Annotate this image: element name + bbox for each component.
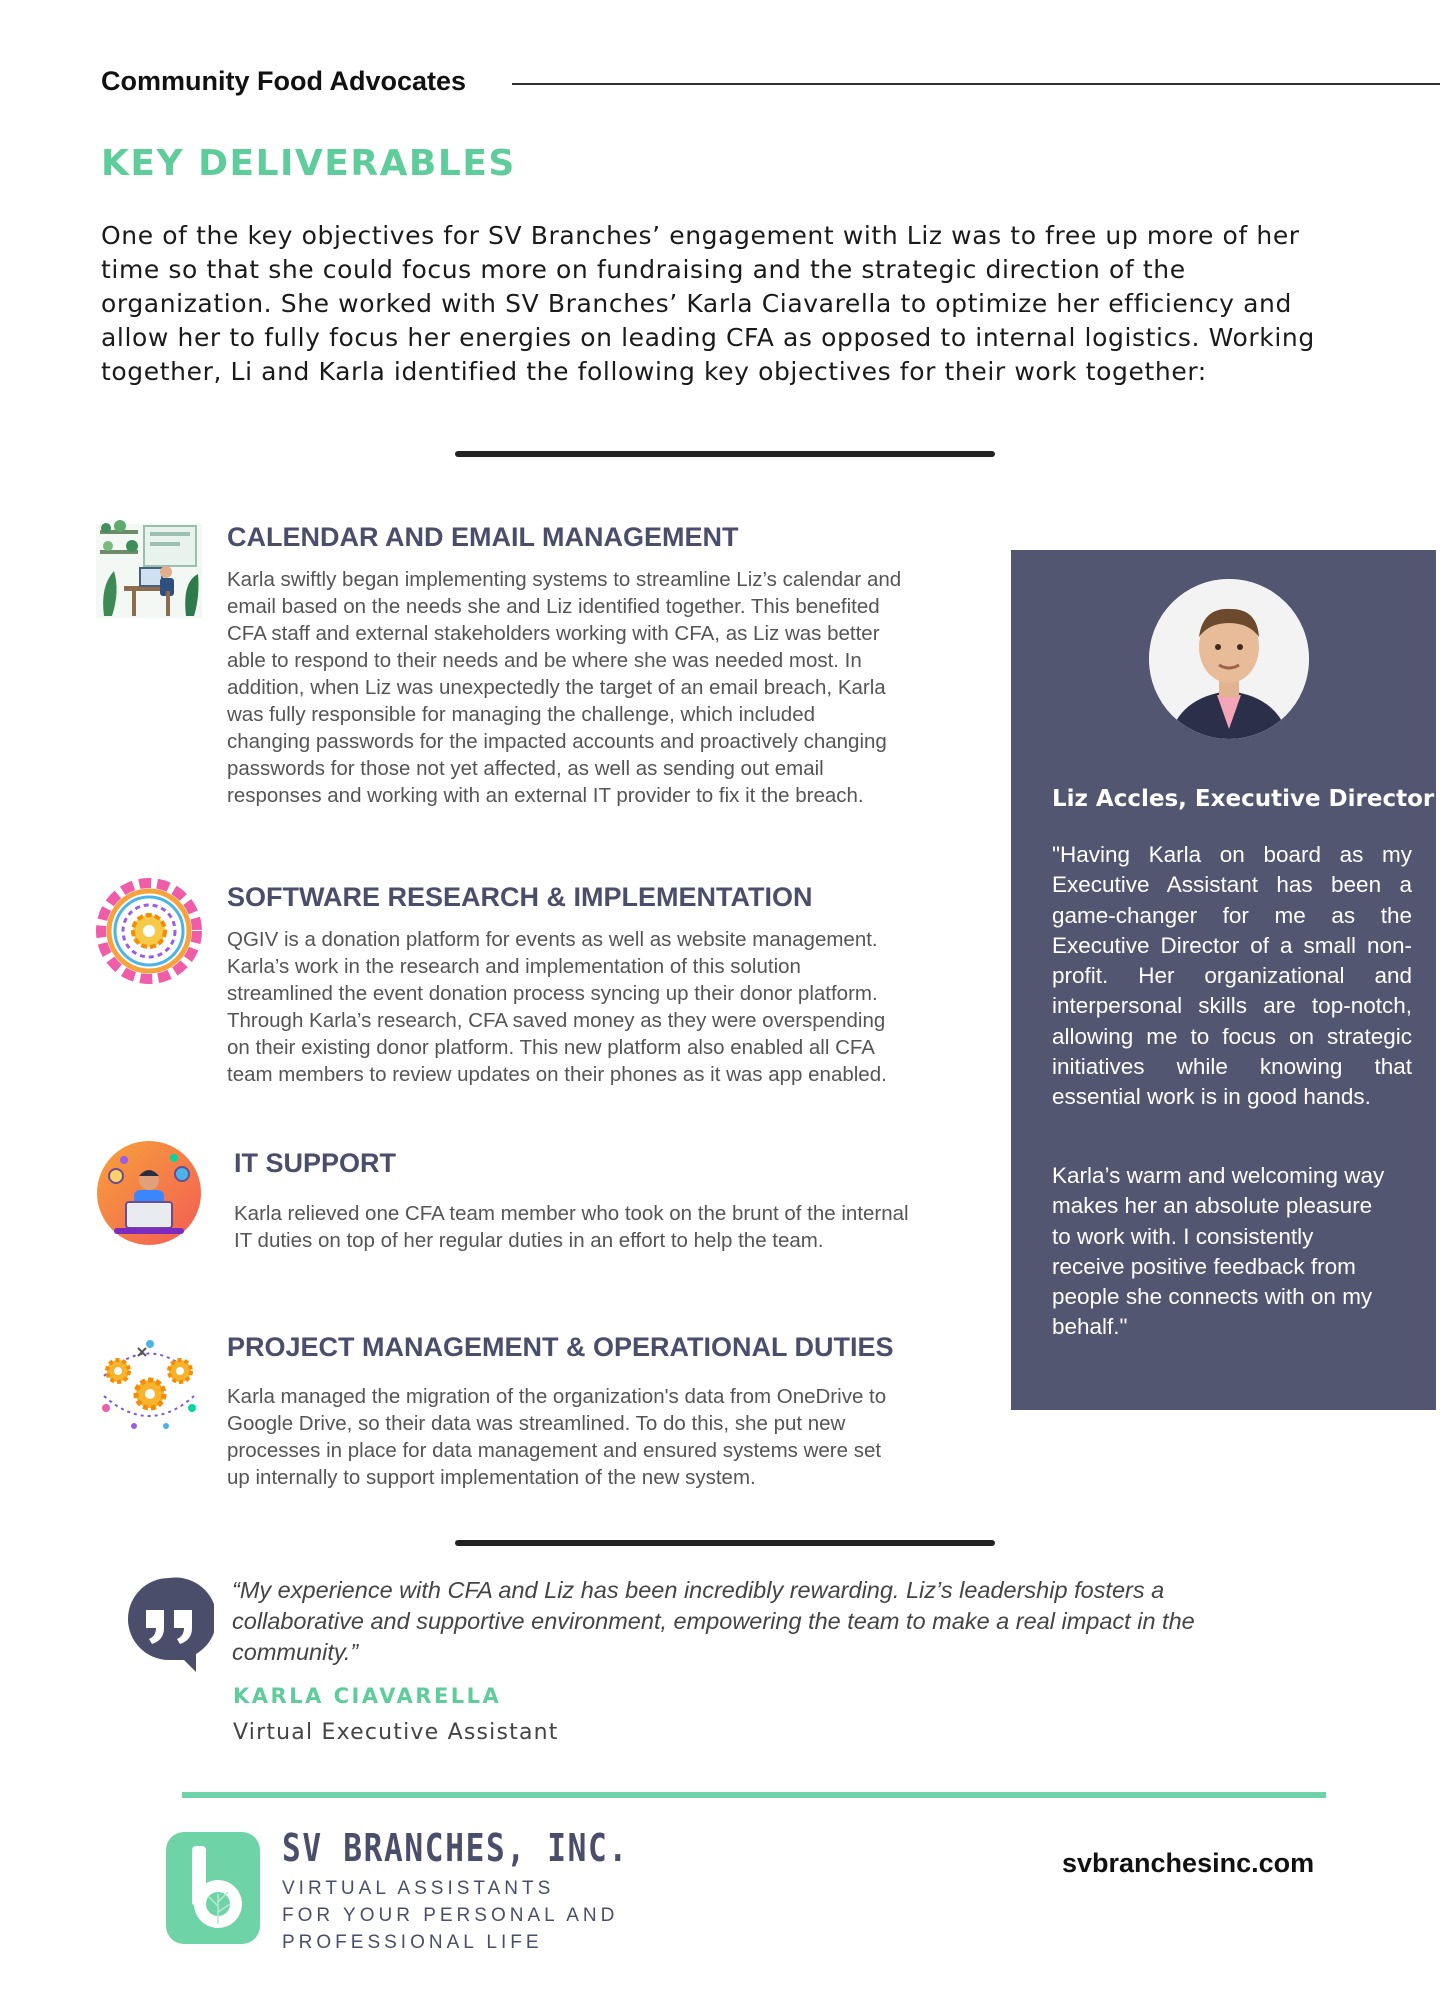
- body-line: responses and working with an external IT provider to fix it the breach.: [227, 784, 864, 807]
- body-line: IT duties on top of her regular duties in an effort to help the team.: [234, 1229, 824, 1252]
- item-title-software: SOFTWARE RESEARCH & IMPLEMENTATION: [227, 882, 813, 912]
- colorful-gear-icon: [94, 876, 204, 986]
- sv-branches-logo-icon: [166, 1832, 260, 1944]
- body-line: QGIV is a donation platform for events as well as website management.: [227, 928, 878, 951]
- testimonial-role: Virtual Executive Assistant: [233, 1720, 559, 1745]
- item-title-project-management: PROJECT MANAGEMENT & OPERATIONAL DUTIES: [227, 1332, 894, 1362]
- quote-line: makes her an absolute pleasure: [1052, 1193, 1373, 1219]
- quote-bubble-icon: [124, 1574, 214, 1674]
- body-line: able to respond to their needs and be where she was needed most. In: [227, 649, 862, 672]
- body-line: processes in place for data management and ensured systems were set: [227, 1439, 882, 1462]
- body-line: team members to review updates on their phones as it was app enabled.: [227, 1063, 887, 1086]
- tagline-line: FOR YOUR PERSONAL AND: [282, 1905, 619, 1926]
- intro-line: time so that she could focus more on fundraising and the strategic direction of the: [101, 255, 1186, 284]
- tagline-line: VIRTUAL ASSISTANTS: [282, 1878, 555, 1899]
- item-body-project-management: [227, 1383, 987, 1491]
- intro-paragraph: [101, 219, 1351, 389]
- body-line: changing passwords for the impacted accounts and proactively changing: [227, 730, 887, 753]
- testimonial-quote: [232, 1575, 1312, 1668]
- gears-network-icon: [94, 1326, 204, 1436]
- item-title-it-support: IT SUPPORT: [234, 1148, 397, 1178]
- item-body-calendar-email: [227, 566, 987, 809]
- header-divider: [512, 83, 1440, 85]
- body-line: up internally to support implementation of the new system.: [227, 1466, 756, 1489]
- body-line: Through Karla’s research, CFA saved money as they were overspending: [227, 1009, 886, 1032]
- intro-line: organization. She worked with SV Branches’ Karla Ciavarella to optimize her efficiency and: [101, 289, 1292, 318]
- header-title: Community Food Advocates: [101, 66, 467, 96]
- testimonial-line: collaborative and supportive environment, empowering the team to make a real impact in the: [232, 1608, 1195, 1634]
- body-line: Karla swiftly began implementing systems to streamline Liz’s calendar and: [227, 568, 902, 591]
- body-line: CFA staff and external stakeholders working with CFA, as Liz was better: [227, 622, 880, 645]
- intro-line: One of the key objectives for SV Branches’ engagement with Liz was to free up more of her: [101, 221, 1300, 250]
- footer-divider: [182, 1792, 1326, 1798]
- it-support-person-icon: [94, 1138, 204, 1248]
- website-link[interactable]: svbranchesinc.com: [1062, 1848, 1315, 1878]
- office-plants-illustration-icon: [94, 516, 204, 626]
- brush-divider-top: [455, 451, 995, 457]
- intro-line: allow her to fully focus her energies on leading CFA as opposed to internal logistics. Working: [101, 323, 1315, 352]
- body-line: streamlined the event donation process syncing up their donor platform.: [227, 982, 878, 1005]
- quote-line: people she connects with on my: [1052, 1284, 1373, 1310]
- body-line: Karla relieved one CFA team member who took on the brunt of the internal: [234, 1202, 909, 1225]
- quote-paragraph-2: [1052, 1161, 1412, 1343]
- quote-line: Karla’s warm and welcoming way: [1052, 1163, 1385, 1188]
- quote-line: receive positive feedback from: [1052, 1253, 1356, 1279]
- quote-paragraph-1: "Having Karla on board as my Executive Assistant has been a game-changer for me as the Executive Director of a small non-profit. Her organizational and interpersonal skills are top-notch, allowing me to focus on strategic initiatives while knowing that essential work is in good hands.: [1052, 842, 1412, 1110]
- body-line: Karla’s work in the research and implementation of this solution: [227, 955, 801, 978]
- section-title: KEY DELIVERABLES: [101, 143, 516, 184]
- company-name: SV BRANCHES, INC.: [282, 1826, 629, 1870]
- item-body-it-support: [234, 1200, 994, 1254]
- quote-line: behalf.": [1052, 1314, 1128, 1340]
- testimonial-line: community.”: [232, 1639, 359, 1665]
- body-line: Karla managed the migration of the organization's data from OneDrive to: [227, 1385, 887, 1408]
- body-line: email based on the needs she and Liz identified together. This benefited: [227, 595, 880, 618]
- quote-person-name: Liz Accles, Executive Director: [1052, 786, 1435, 812]
- testimonial-author: KARLA CIAVARELLA: [233, 1684, 502, 1708]
- intro-line: together, Li and Karla identified the following key objectives for their work together:: [101, 357, 1207, 386]
- body-line: passwords for those not yet affected, as well as sending out email: [227, 757, 824, 780]
- body-line: on their existing donor platform. This new platform also enabled all CFA: [227, 1036, 875, 1059]
- body-line: was fully responsible for managing the challenge, which included: [227, 703, 816, 726]
- item-title-calendar-email: CALENDAR AND EMAIL MANAGEMENT: [227, 522, 739, 552]
- body-line: Google Drive, so their data was streamlined. To do this, she put new: [227, 1412, 846, 1435]
- testimonial-line: “My experience with CFA and Liz has been incredibly rewarding. Liz’s leadership fosters a: [232, 1577, 1165, 1603]
- portrait-photo-icon: [1149, 579, 1309, 739]
- quote-line: to work with. I consistently: [1052, 1223, 1314, 1249]
- item-body-software: [227, 926, 987, 1088]
- tagline-line: PROFESSIONAL LIFE: [282, 1932, 543, 1953]
- body-line: addition, when Liz was unexpectedly the target of an email breach, Karla: [227, 676, 886, 699]
- brush-divider-bottom: [455, 1540, 995, 1546]
